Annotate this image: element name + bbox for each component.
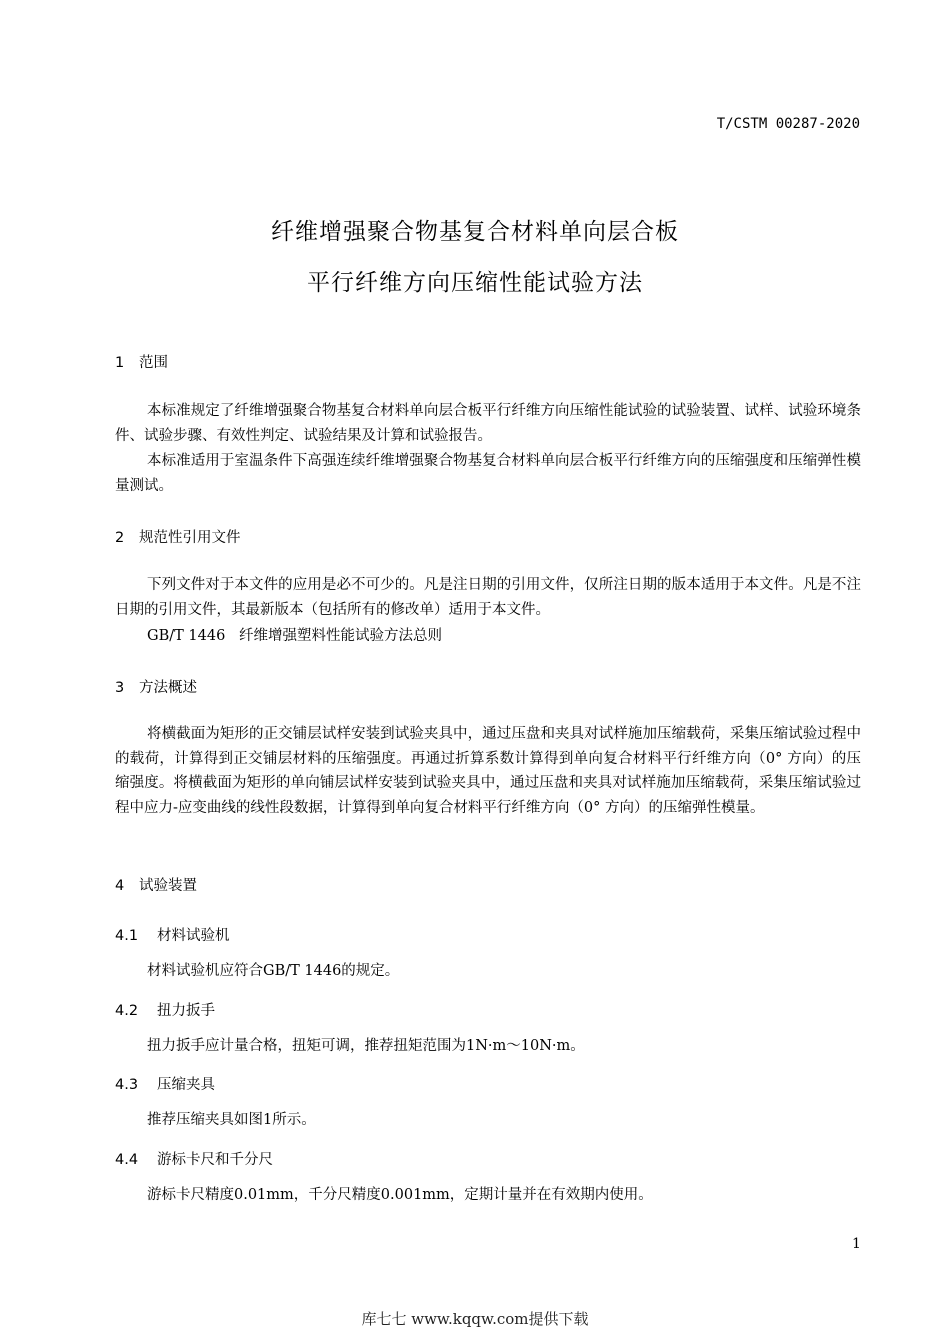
document-title-line-1: 纤维增强聚合物基复合材料单向层合板 — [271, 219, 679, 245]
subsection-4-2-text: 扭力扳手应计量合格，扭矩可调，推荐扭矩范围为1N·m～10N·m。 — [147, 1038, 585, 1054]
reference-title: 纤维增强塑料性能试验方法总则 — [239, 628, 442, 644]
section-4-heading — [115, 874, 197, 895]
subsection-title: 扭力扳手 — [157, 1003, 215, 1019]
download-watermark: 库七七 www.kqqw.com提供下载 — [361, 1310, 589, 1328]
section-2-heading — [115, 526, 241, 547]
subsection-4-1-text: 材料试验机应符合GB/T 1446的规定。 — [147, 963, 400, 979]
section-1-paragraph-2: 本标准适用于室温条件下高强连续纤维增强聚合物基复合材料单向层合板平行纤维方向的压缩强度和压缩弹性模量测试。 — [115, 453, 861, 494]
section-3-heading — [115, 676, 197, 697]
document-title-line-2: 平行纤维方向压缩性能试验方法 — [307, 270, 643, 296]
standard-number: T/CSTM 00287-2020 — [716, 116, 860, 132]
subsection-number: 4.1 — [115, 928, 139, 944]
section-1-paragraph-1: 本标准规定了纤维增强聚合物基复合材料单向层合板平行纤维方向压缩性能试验的试验装置、试样、试验环境条件、试验步骤、有效性判定、试验结果及计算和试验报告。 — [115, 403, 861, 444]
section-2-paragraph-1: 下列文件对于本文件的应用是必不可少的。凡是注日期的引用文件，仅所注日期的版本适用于本文件。凡是不注日期的引用文件，其最新版本（包括所有的修改单）适用于本文件。 — [115, 577, 861, 618]
section-number: 3 — [115, 680, 125, 696]
subsection-number: 4.2 — [115, 1003, 139, 1019]
normative-reference — [147, 624, 442, 645]
section-title: 方法概述 — [139, 680, 197, 696]
subsection-title: 材料试验机 — [157, 928, 230, 944]
subsection-number: 4.3 — [115, 1077, 139, 1093]
subsection-title: 压缩夹具 — [157, 1077, 215, 1093]
section-title: 规范性引用文件 — [139, 530, 241, 546]
section-number: 1 — [115, 355, 125, 371]
section-number: 2 — [115, 530, 125, 546]
subsection-4-2-heading — [115, 999, 215, 1020]
subsection-number: 4.4 — [115, 1152, 139, 1168]
subsection-4-4-heading — [115, 1148, 273, 1169]
subsection-4-4-text: 游标卡尺精度0.01mm，千分尺精度0.001mm，定期计量并在有效期内使用。 — [147, 1187, 653, 1203]
subsection-4-3-text: 推荐压缩夹具如图1所示。 — [147, 1112, 316, 1128]
section-title: 范围 — [139, 355, 168, 371]
subsection-4-1-heading — [115, 924, 230, 945]
subsection-title: 游标卡尺和千分尺 — [157, 1152, 273, 1168]
section-title: 试验装置 — [139, 878, 197, 894]
subsection-4-3-heading — [115, 1073, 215, 1094]
reference-code: GB/T 1446 — [147, 628, 226, 644]
section-3-paragraph-1: 将横截面为矩形的正交铺层试样安装到试验夹具中，通过压盘和夹具对试样施加压缩载荷，采集压缩试验过程中的载荷，计算得到正交铺层材料的压缩强度。再通过折算系数计算得到单向复合材料平行纤维方向（0° 方向）的压缩强度。将横截面为矩形的单向铺层试样安装到试验夹具中，通过压盘和夹具对试样施加压缩载荷，采集压缩试验过程中应力-应变曲线的线性段数据，计算得到单向复合材料平行纤维方向（0° 方向）的压缩弹性模量。 — [115, 726, 861, 816]
page-number: 1 — [852, 1236, 861, 1252]
section-number: 4 — [115, 878, 125, 894]
section-1-heading — [115, 351, 168, 372]
